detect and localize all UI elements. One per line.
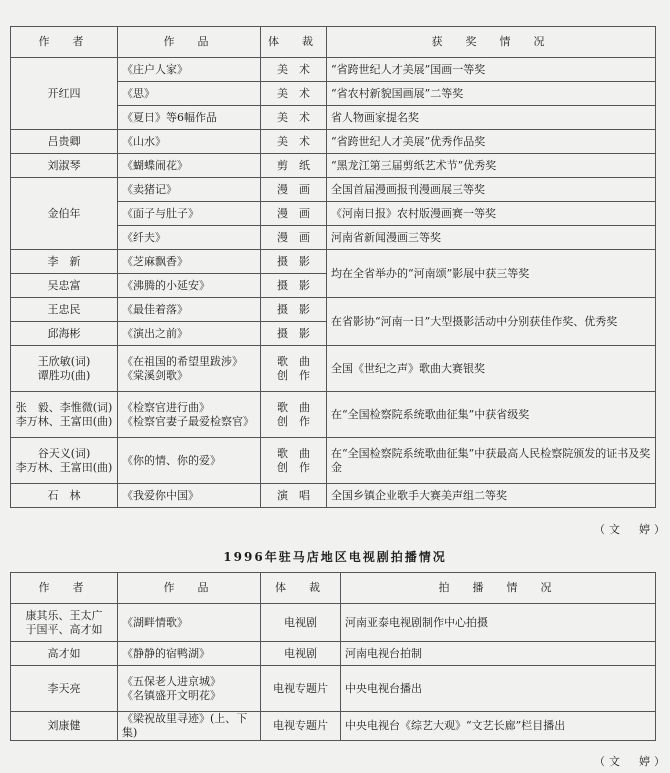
author-line: 康其乐、王太广	[25, 608, 103, 622]
table-row	[11, 346, 656, 392]
genre-cell: 摄 影	[261, 322, 327, 346]
work-cell: 《夏日》等6幅作品	[118, 106, 261, 130]
work-cell	[118, 666, 261, 712]
author-cell: 石 林	[11, 484, 118, 508]
work-cell: 《沸腾的小延安》	[118, 274, 261, 298]
status-cell: 中央电视台《综艺大观》“文艺长廊”栏目播出	[341, 712, 656, 741]
work-cell: 《最佳着落》	[118, 298, 261, 322]
author-cell: 高才如	[11, 642, 118, 666]
author-cell: 吕贵卿	[11, 130, 118, 154]
award-cell: 全国乡镇企业歌手大赛美声组二等奖	[327, 484, 656, 508]
award-cell: “省跨世纪人才美展”优秀作品奖	[327, 130, 656, 154]
genre-cell: 剪 纸	[261, 154, 327, 178]
award-cell: 省人物画家提名奖	[327, 106, 656, 130]
status-cell: 河南电视台拍制	[341, 642, 656, 666]
genre-cell: 漫 画	[261, 178, 327, 202]
award-cell: 全国《世纪之声》歌曲大赛银奖	[327, 346, 656, 392]
table-row	[11, 438, 656, 484]
genre-line: 歌 曲	[277, 354, 310, 368]
genre-cell: 摄 影	[261, 274, 327, 298]
work-cell: 《静静的宿鸭湖》	[118, 642, 261, 666]
author-cell: 李 新	[11, 250, 118, 274]
award-cell: “省跨世纪人才美展”国画一等奖	[327, 58, 656, 82]
work-title: 《名镇盛开文明花》	[122, 688, 221, 702]
table-row	[11, 666, 656, 712]
table-header-row	[11, 27, 656, 58]
genre-cell: 摄 影	[261, 298, 327, 322]
table-row	[11, 712, 656, 741]
table-row	[11, 250, 656, 274]
award-cell: 在“全国检察院系统歌曲征集”中获最高人民检察院颁发的证书及奖金	[327, 438, 656, 484]
work-title: 《棠溪剑歌》	[122, 368, 188, 382]
author-cell	[11, 392, 118, 438]
genre-line: 创 作	[277, 414, 310, 428]
genre-cell: 漫 画	[261, 202, 327, 226]
work-title: 《在祖国的希望里跋涉》	[122, 354, 243, 368]
award-cell: 在省影协“河南一日”大型摄影活动中分别获佳作奖、优秀奖	[327, 298, 656, 346]
award-cell: 全国首届漫画报刊漫画展三等奖	[327, 178, 656, 202]
work-title: 《五保老人进京城》	[122, 674, 221, 688]
table-row	[11, 604, 656, 642]
table-row	[11, 178, 656, 202]
genre-cell: 电视专题片	[261, 666, 341, 712]
work-cell: 《你的情、你的爱》	[118, 438, 261, 484]
author-cell: 开红四	[11, 58, 118, 130]
status-cell: 中央电视台播出	[341, 666, 656, 712]
genre-cell: 美 术	[261, 130, 327, 154]
author-cell: 邱海彬	[11, 322, 118, 346]
award-cell: 在“全国检察院系统歌曲征集”中获省级奖	[327, 392, 656, 438]
genre-cell: 美 术	[261, 58, 327, 82]
header-author: 作 者	[11, 573, 118, 604]
table-row	[11, 642, 656, 666]
genre-line: 歌 曲	[277, 400, 310, 414]
author-cell	[11, 438, 118, 484]
header-work: 作 品	[118, 27, 261, 58]
composer: 谭胜功(曲)	[37, 368, 91, 382]
header-genre: 体 裁	[261, 573, 341, 604]
work-cell	[118, 392, 261, 438]
genre-line: 歌 曲	[277, 446, 310, 460]
author-line: 于国平、高才如	[25, 622, 103, 636]
work-cell: 《面子与肚子》	[118, 202, 261, 226]
work-cell	[118, 346, 261, 392]
work-cell: 《庄户人家》	[118, 58, 261, 82]
section-title: 1996年驻马店地区电视剧拍播情况	[223, 550, 447, 564]
composer: 李万林、王富田(曲)	[15, 414, 113, 428]
lyricist: 王欣敏(词)	[37, 354, 91, 368]
header-award: 获 奖 情 况	[327, 27, 656, 58]
genre-cell: 摄 影	[261, 250, 327, 274]
author-signature: （文 婷）	[594, 523, 669, 536]
genre-cell: 美 术	[261, 106, 327, 130]
work-cell: 《我爱你中国》	[118, 484, 261, 508]
award-cell: 《河南日报》农村版漫画赛一等奖	[327, 202, 656, 226]
table-row	[11, 58, 656, 82]
genre-cell: 电视专题片	[261, 712, 341, 741]
author-cell	[11, 346, 118, 392]
genre-cell: 美 术	[261, 82, 327, 106]
lyricist: 张 毅、李惟微(词)	[15, 400, 113, 414]
table-row	[11, 130, 656, 154]
award-cell: “省农村新貌国画展”二等奖	[327, 82, 656, 106]
work-title: 《检察官进行曲》	[122, 400, 210, 414]
author-cell: 李天亮	[11, 666, 118, 712]
genre-line: 创 作	[277, 460, 310, 474]
table-row	[11, 392, 656, 438]
award-cell: 均在全省举办的“河南颂”影展中获三等奖	[327, 250, 656, 298]
header-genre: 体 裁	[261, 27, 327, 58]
lyricist: 谷天义(词)	[37, 446, 91, 460]
genre-cell: 漫 画	[261, 226, 327, 250]
author-cell: 王忠民	[11, 298, 118, 322]
author-cell: 刘康健	[11, 712, 118, 741]
broadcast-table	[10, 572, 656, 741]
award-cell: “黑龙江第三届剪纸艺术节”优秀奖	[327, 154, 656, 178]
header-author: 作 者	[11, 27, 118, 58]
award-cell: 河南省新闻漫画三等奖	[327, 226, 656, 250]
author-cell: 金伯年	[11, 178, 118, 250]
award-table	[10, 26, 656, 508]
genre-cell	[261, 392, 327, 438]
work-cell: 《思》	[118, 82, 261, 106]
composer: 李万林、王富田(曲)	[15, 460, 113, 474]
work-cell: 《蝴蝶闹花》	[118, 154, 261, 178]
table-row	[11, 154, 656, 178]
work-cell: 《卖猪记》	[118, 178, 261, 202]
work-cell: 《芝麻飘香》	[118, 250, 261, 274]
author-cell	[11, 604, 118, 642]
table-header-row	[11, 573, 656, 604]
work-cell: 《梁祝故里寻迹》(上、下集)	[118, 712, 261, 741]
genre-cell: 电视剧	[261, 642, 341, 666]
author-signature: （文 婷）	[594, 755, 669, 768]
author-cell: 吴忠富	[11, 274, 118, 298]
author-cell: 刘淑琴	[11, 154, 118, 178]
genre-cell: 演 唱	[261, 484, 327, 508]
table-row	[11, 484, 656, 508]
genre-cell: 电视剧	[261, 604, 341, 642]
work-cell: 《湖畔情歌》	[118, 604, 261, 642]
header-work: 作 品	[118, 573, 261, 604]
work-cell: 《纤夫》	[118, 226, 261, 250]
work-cell: 《山水》	[118, 130, 261, 154]
genre-cell	[261, 346, 327, 392]
work-cell: 《演出之前》	[118, 322, 261, 346]
work-title: 《检察官妻子最爱检察官》	[122, 414, 254, 428]
status-cell: 河南亚泰电视剧制作中心拍摄	[341, 604, 656, 642]
header-status: 拍 播 情 况	[341, 573, 656, 604]
genre-cell	[261, 438, 327, 484]
genre-line: 创 作	[277, 368, 310, 382]
table-row	[11, 298, 656, 322]
